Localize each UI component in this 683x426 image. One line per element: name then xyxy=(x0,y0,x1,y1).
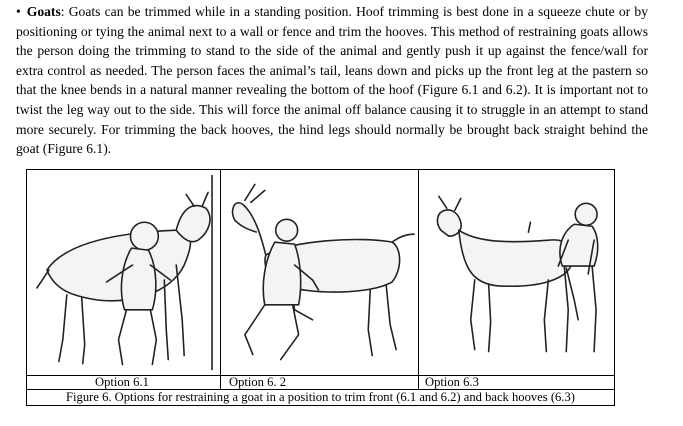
figure-table xyxy=(26,169,615,406)
goat-restraint-drawing-3 xyxy=(419,170,614,375)
paragraph-text: : Goats can be trimmed while in a standing position. Hoof trimming is best done in a squeeze chute or by positioning or tying the animal next to a wall or fence and trim the hooves. This method of restraining goats allows the person doing the trimming to stand to the side of the animal and gently push it up against the fence/wall for extra control as needed. The person faces the animal’s tail, leans down and picks up the front leg at the pastern so that the knee bends in a natural manner revealing the bottom of the hoof (Figure 6.1 and 6.2). It is important not to twist the leg way out to the side. This will force the animal off balance causing it to struggle in an attempt to stand more securely. For trimming the back hooves, the hind legs should normally be brought back straight behind the goat (Figure 6.1). xyxy=(16,4,648,157)
figure-caption: Figure 6. Options for restraining a goat in a position to trim front (6.1 and 6.2) and back hooves (6.3) xyxy=(27,390,615,406)
illustration-option-6-3 xyxy=(419,170,615,376)
figure-6 xyxy=(26,169,614,409)
option-label-6-1: Option 6.1 xyxy=(27,376,221,390)
paragraph-term: Goats xyxy=(26,4,61,19)
option-label-6-2: Option 6. 2 xyxy=(221,376,419,390)
illustration-option-6-2 xyxy=(221,170,419,376)
illustration-option-6-1 xyxy=(27,170,221,376)
bullet: • xyxy=(16,4,21,19)
goat-restraint-drawing-2 xyxy=(221,170,418,375)
goats-paragraph xyxy=(16,2,648,159)
option-label-6-3: Option 6.3 xyxy=(419,376,615,390)
goat-restraint-drawing-1 xyxy=(27,170,220,375)
